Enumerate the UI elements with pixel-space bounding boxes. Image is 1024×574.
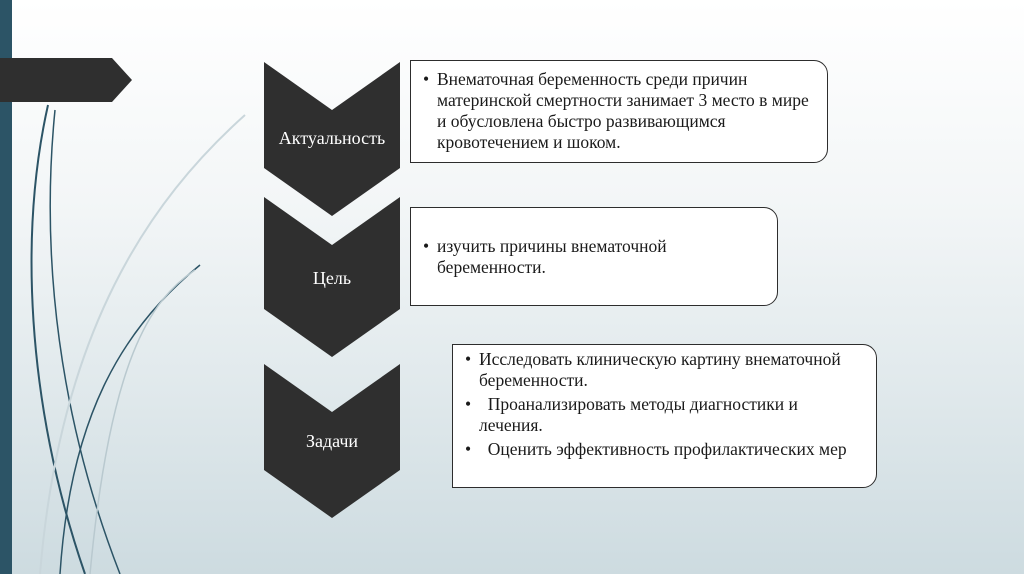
list-item: • Внематочная беременность среди причин материнской смертности занимает 3 место в мире и обусловлена быстро развивающимся кровотечением и шоком. bbox=[423, 69, 809, 152]
list-item: • Оценить эффективность профилактических мер bbox=[465, 439, 847, 459]
step-label-actuality: Актуальность bbox=[278, 128, 386, 148]
bullet-text: Проанализировать методы диагностики и лечения. bbox=[479, 394, 803, 435]
bullet-text: Исследовать клиническую картину внематочной беременности. bbox=[479, 349, 841, 390]
list-item: • Исследовать клиническую картину внематочной беременности. bbox=[465, 349, 841, 390]
list-item: • изучить причины внематочной беременности. bbox=[423, 236, 667, 277]
list-item: • Проанализировать методы диагностики и лечения. bbox=[465, 394, 803, 435]
title-tab-shape bbox=[0, 58, 132, 102]
bullet-text: изучить причины внематочной беременности. bbox=[437, 236, 667, 277]
content-box-tasks bbox=[452, 344, 877, 488]
step-label-goal: Цель bbox=[312, 268, 352, 288]
bullet-text: Оценить эффективность профилактических мер bbox=[479, 439, 847, 459]
step-label-tasks: Задачи bbox=[305, 431, 359, 451]
content-box-actuality bbox=[410, 60, 828, 163]
content-box-goal bbox=[410, 207, 778, 306]
bullet-text: Внематочная беременность среди причин материнской смертности занимает 3 место в мире и обусловлена быстро развивающимся кровотечением и шоком. bbox=[437, 69, 809, 152]
